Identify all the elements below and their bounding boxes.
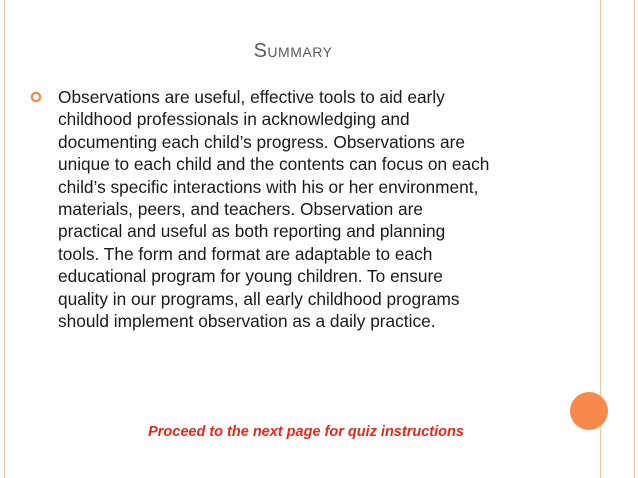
bullet-line: Observations are useful, effective tools to aid early (58, 87, 445, 107)
bullet-line: childhood professionals in acknowledging and (58, 109, 410, 130)
bullet-line: documenting each child’s progress. Observations are (58, 131, 465, 152)
bullet-line: unique to each child and the contents can focus on each (58, 154, 490, 175)
bullet-line: tools. The form and format are adaptable to each (58, 243, 433, 264)
bullet-line: educational program for young children. To ensure (58, 266, 443, 287)
bullet-line: quality in our programs, all early childhood programs (58, 288, 460, 309)
slide-title: Summary (253, 40, 333, 62)
orange-circle-icon (570, 392, 608, 430)
frame-line-left (4, 0, 5, 478)
bullet-line: child’s specific interactions with his or her environment, (58, 176, 479, 197)
ring-bullet-icon (30, 91, 42, 103)
bullet-line: materials, peers, and teachers. Observation are (58, 199, 424, 220)
quiz-instructions-note: Proceed to the next page for quiz instructions (148, 424, 464, 440)
bullet-line: should implement observation as a daily practice. (58, 311, 436, 332)
frame-line-right-outer (634, 0, 635, 478)
bullet-line: practical and useful as both reporting and planning (58, 221, 446, 242)
bullet-paragraph (58, 86, 578, 332)
